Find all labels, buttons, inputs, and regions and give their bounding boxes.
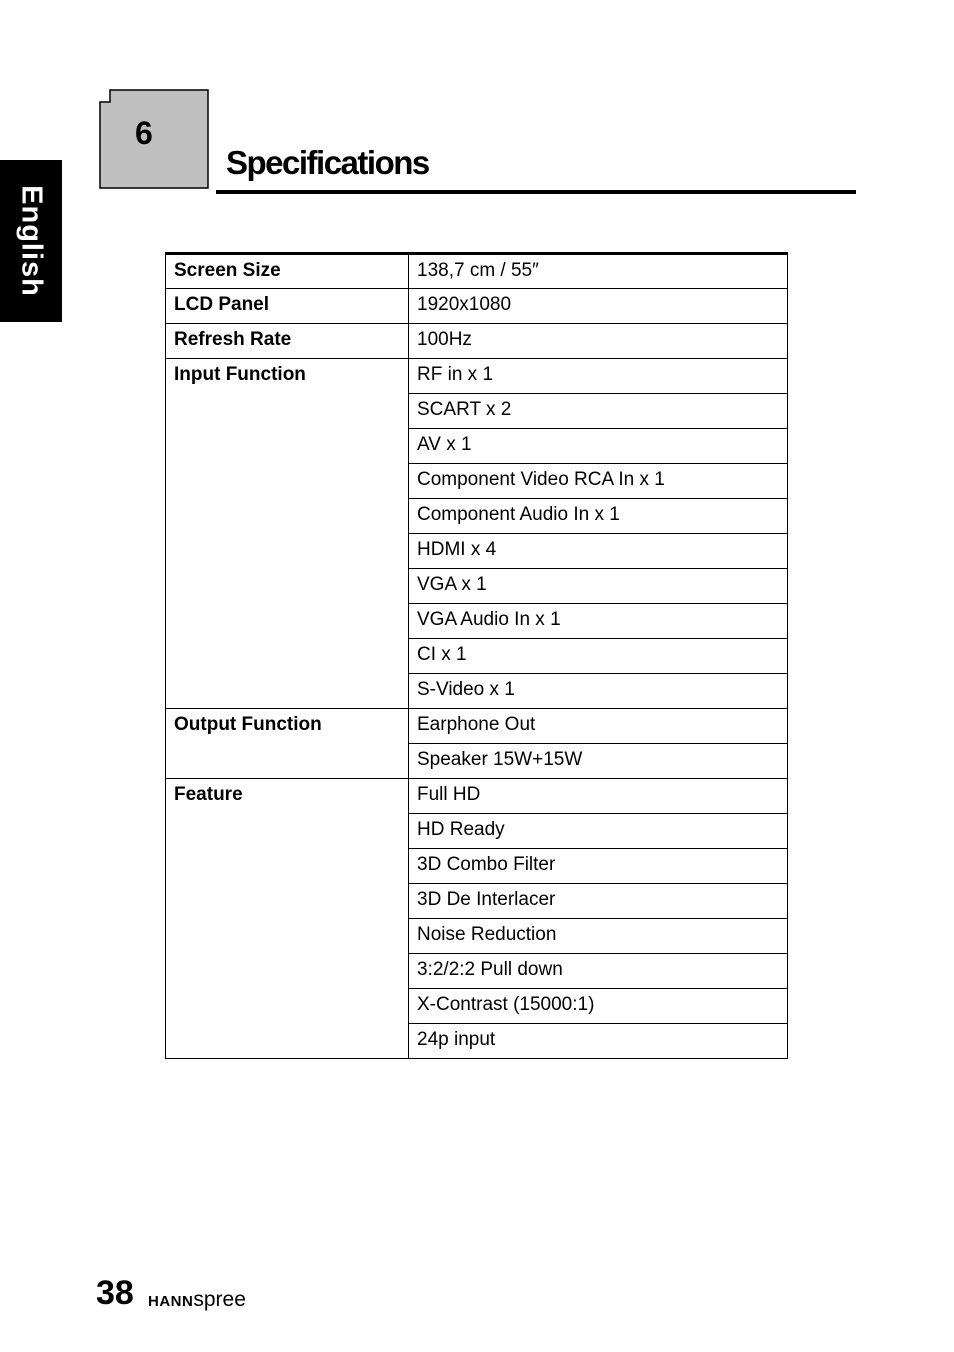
- spec-label: Feature: [166, 779, 409, 1059]
- spec-value: 3:2/2:2 Pull down: [409, 954, 788, 989]
- spec-value: RF in x 1: [409, 359, 788, 394]
- spec-value: Component Audio In x 1: [409, 499, 788, 534]
- chapter-badge: [99, 89, 209, 189]
- spec-value: X-Contrast (15000:1): [409, 989, 788, 1024]
- title-underline: [216, 190, 856, 194]
- spec-label: Refresh Rate: [166, 324, 409, 359]
- table-row: [166, 289, 788, 324]
- spec-label: Input Function: [166, 359, 409, 709]
- table-row: [166, 709, 788, 744]
- spec-value: Earphone Out: [409, 709, 788, 744]
- chapter-number: 6: [135, 115, 153, 151]
- spec-value: HD Ready: [409, 814, 788, 849]
- page-number: 38: [96, 1274, 134, 1312]
- chapter-badge-shape: [99, 89, 209, 189]
- spec-label: Screen Size: [166, 254, 409, 289]
- spec-value: Full HD: [409, 779, 788, 814]
- spec-value: 1920x1080: [409, 289, 788, 324]
- spec-value: Noise Reduction: [409, 919, 788, 954]
- spec-value: CI x 1: [409, 639, 788, 674]
- brand-logo-light: spree: [193, 1288, 246, 1311]
- specifications-table: [165, 252, 788, 1059]
- brand-logo-strong: HANN: [148, 1293, 194, 1310]
- spec-value: HDMI x 4: [409, 534, 788, 569]
- spec-value: Speaker 15W+15W: [409, 744, 788, 779]
- spec-value: AV x 1: [409, 429, 788, 464]
- table-row: [166, 359, 788, 394]
- language-tab-label: English: [15, 185, 48, 297]
- spec-value: Component Video RCA In x 1: [409, 464, 788, 499]
- spec-label: Output Function: [166, 709, 409, 779]
- spec-value: S-Video x 1: [409, 674, 788, 709]
- table-row: [166, 254, 788, 289]
- spec-value: SCART x 2: [409, 394, 788, 429]
- table-row: [166, 779, 788, 814]
- table-row: [166, 324, 788, 359]
- page-title: Specifications: [226, 144, 429, 181]
- spec-value: 138,7 cm / 55″: [409, 254, 788, 289]
- spec-value: 3D De Interlacer: [409, 884, 788, 919]
- spec-value: 100Hz: [409, 324, 788, 359]
- spec-value: 3D Combo Filter: [409, 849, 788, 884]
- spec-value: VGA x 1: [409, 569, 788, 604]
- specifications-table-body: [166, 254, 788, 1059]
- brand-logo: [148, 1288, 246, 1312]
- language-tab: [0, 160, 62, 322]
- spec-label: LCD Panel: [166, 289, 409, 324]
- spec-value: 24p input: [409, 1024, 788, 1059]
- spec-value: VGA Audio In x 1: [409, 604, 788, 639]
